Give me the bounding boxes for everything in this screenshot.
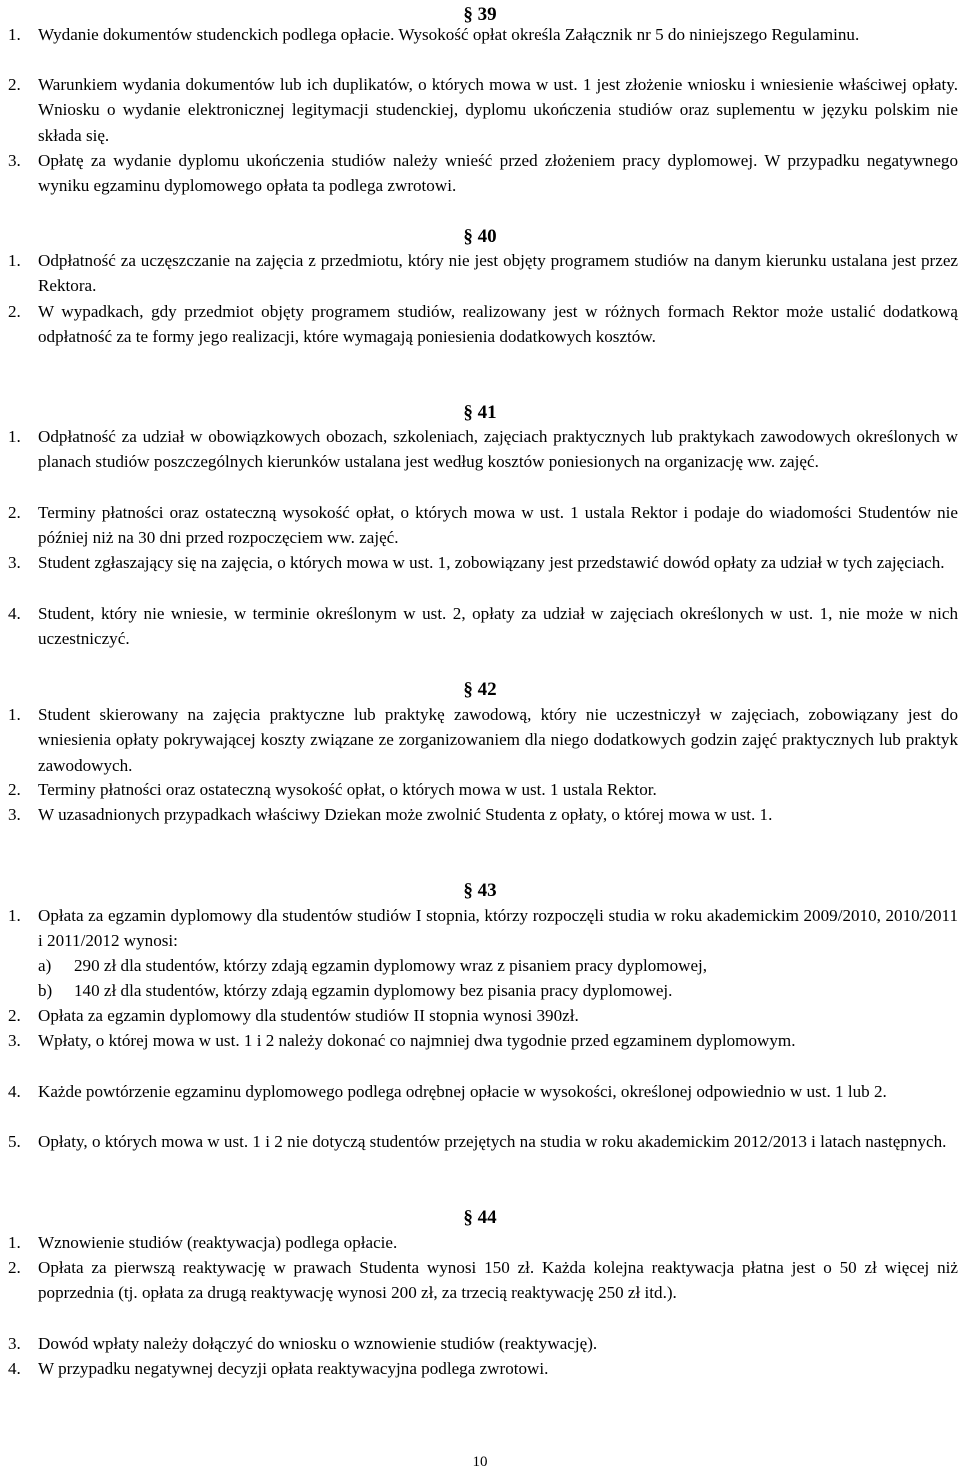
list-item	[8, 72, 958, 148]
list-item	[8, 777, 958, 802]
item-text: Odpłatność za uczęszczanie na zajęcia z przedmiotu, który nie jest objęty programem studiów na danym kierunku ustalana jest przez Rektora.	[38, 251, 958, 296]
list-item	[8, 1255, 958, 1306]
section-heading: § 39	[463, 4, 497, 25]
list-item	[8, 903, 958, 954]
item-number: 1.	[8, 906, 21, 925]
section-heading: § 44	[463, 1207, 497, 1228]
item-number: 4.	[8, 1359, 21, 1378]
section-heading: § 40	[463, 226, 497, 247]
section-heading: § 42	[463, 679, 497, 700]
item-letter: a)	[38, 956, 52, 975]
item-number: 5.	[8, 1132, 21, 1151]
item-text: Student zgłaszający się na zajęcia, o których mowa w ust. 1, zobowiązany jest przedstawić dowód opłaty za udział w tych zajęciach.	[38, 553, 945, 572]
item-letter: b)	[38, 981, 53, 1000]
item-number: 2.	[8, 1006, 21, 1025]
item-number: 3.	[8, 805, 21, 824]
sub-list-item	[8, 953, 958, 978]
item-text: Warunkiem wydania dokumentów lub ich duplikatów, o których mowa w ust. 1 jest złożenie wniosku i wniesienie właściwej opłaty. Wniosku o wydanie elektronicznej legitymacji studenckiej, dyplomu ukończenia studiów oraz suplementu w języku polskim nie składa się.	[38, 75, 958, 145]
item-number: 3.	[8, 1031, 21, 1050]
item-text: Wznowienie studiów (reaktywacja) podlega opłacie.	[38, 1233, 398, 1252]
item-text: Opłatę za wydanie dyplomu ukończenia studiów należy wnieść przed złożeniem pracy dyplomowej. W przypadku negatywnego wyniku egzaminu dyplomowego opłata ta podlega zwrotowi.	[38, 151, 958, 196]
item-number: 1.	[8, 427, 21, 446]
item-text: 140 zł dla studentów, którzy zdają egzamin dyplomowy bez pisania pracy dyplomowej.	[74, 981, 673, 1000]
item-number: 2.	[8, 503, 21, 522]
item-text: W przypadku negatywnej decyzji opłata reaktywacyjna podlega zwrotowi.	[38, 1359, 549, 1378]
item-text: W uzasadnionych przypadkach właściwy Dziekan może zwolnić Studenta z opłaty, o której mowa w ust. 1.	[38, 805, 773, 824]
item-text: Student, który nie wniesie, w terminie określonym w ust. 2, opłaty za udział w zajęciach określonych w ust. 1, nie może w nich uczestniczyć.	[38, 604, 958, 649]
item-text: Opłata za pierwszą reaktywację w prawach Studenta wynosi 150 zł. Każda kolejna reaktywacja płatna jest o 50 zł więcej niż poprzednia (tj. opłata za drugą reaktywację wynosi 200 zł, za trzecią reaktywację 250 zł itd.).	[38, 1258, 958, 1303]
item-text: Opłaty, o których mowa w ust. 1 i 2 nie dotyczą studentów przejętych na studia w roku akademickim 2012/2013 i latach następnych.	[38, 1132, 947, 1151]
list-item	[8, 1079, 958, 1104]
list-item	[8, 22, 958, 47]
list-item	[8, 1003, 958, 1028]
list-item	[8, 424, 958, 475]
page-number: 10	[472, 1454, 488, 1470]
item-number: 2.	[8, 75, 21, 94]
list-item	[8, 601, 958, 652]
section-heading: § 43	[463, 880, 497, 901]
list-item	[8, 148, 958, 199]
item-number: 4.	[8, 604, 21, 623]
item-number: 2.	[8, 780, 21, 799]
section-heading: § 41	[463, 402, 497, 423]
item-number: 1.	[8, 251, 21, 270]
item-text: Opłata za egzamin dyplomowy dla studentów studiów II stopnia wynosi 390zł.	[38, 1006, 579, 1025]
item-text: W wypadkach, gdy przedmiot objęty programem studiów, realizowany jest w różnych formach Rektor może ustalić dodatkową odpłatność za te formy jego realizacji, które wymagają poniesienia dodatkowych kosztów.	[38, 302, 958, 347]
list-item	[8, 550, 958, 575]
item-number: 2.	[8, 302, 21, 321]
item-text: Wpłaty, o której mowa w ust. 1 i 2 należy dokonać co najmniej dwa tygodnie przed egzaminem dyplomowym.	[38, 1031, 796, 1050]
item-number: 1.	[8, 25, 21, 44]
item-number: 3.	[8, 553, 21, 572]
item-text: Odpłatność za udział w obowiązkowych obozach, szkoleniach, zajęciach praktycznych lub praktykach zawodowych określonych w planach studiów poszczególnych kierunków ustalana jest według kosztów poniesionych na organizację ww. zajęć.	[38, 427, 958, 472]
list-item	[8, 1356, 958, 1381]
item-number: 1.	[8, 705, 21, 724]
list-item	[8, 1230, 958, 1255]
item-number: 4.	[8, 1082, 21, 1101]
sub-list-item	[8, 978, 958, 1003]
list-item	[8, 248, 958, 299]
item-number: 3.	[8, 1334, 21, 1353]
list-item	[8, 1028, 958, 1053]
item-text: Student skierowany na zajęcia praktyczne lub praktykę zawodową, który nie uczestniczył w zajęciach, zobowiązany jest do wniesienia opłaty pokrywającej koszty związane ze zorganizowaniem dla niego dodatkowych godzin zajęć praktycznych lub praktyk zawodowych.	[38, 705, 958, 775]
item-text: Terminy płatności oraz ostateczną wysokość opłat, o których mowa w ust. 1 ustala Rektor i podaje do wiadomości Studentów nie później niż na 30 dni przed rozpoczęciem ww. zajęć.	[38, 503, 958, 548]
list-item	[8, 500, 958, 551]
item-text: Każde powtórzenie egzaminu dyplomowego podlega odrębnej opłacie w wysokości, określonej odpowiednio w ust. 1 lub 2.	[38, 1082, 887, 1101]
item-number: 2.	[8, 1258, 21, 1277]
list-item	[8, 1129, 958, 1154]
list-item	[8, 802, 958, 827]
item-text: 290 zł dla studentów, którzy zdają egzamin dyplomowy wraz z pisaniem pracy dyplomowej,	[74, 956, 708, 975]
item-number: 3.	[8, 151, 21, 170]
list-item	[8, 1331, 958, 1356]
list-item	[8, 299, 958, 350]
list-item	[8, 702, 958, 778]
item-text: Terminy płatności oraz ostateczną wysokość opłat, o których mowa w ust. 1 ustala Rektor.	[38, 780, 657, 799]
item-text: Wydanie dokumentów studenckich podlega opłacie. Wysokość opłat określa Załącznik nr 5 do niniejszego Regulaminu.	[38, 25, 860, 44]
item-text: Dowód wpłaty należy dołączyć do wniosku o wznowienie studiów (reaktywację).	[38, 1334, 598, 1353]
item-text: Opłata za egzamin dyplomowy dla studentów studiów I stopnia, którzy rozpoczęli studia w roku akademickim 2009/2010, 2010/2011 i 2011/2012 wynosi:	[38, 906, 958, 951]
item-number: 1.	[8, 1233, 21, 1252]
